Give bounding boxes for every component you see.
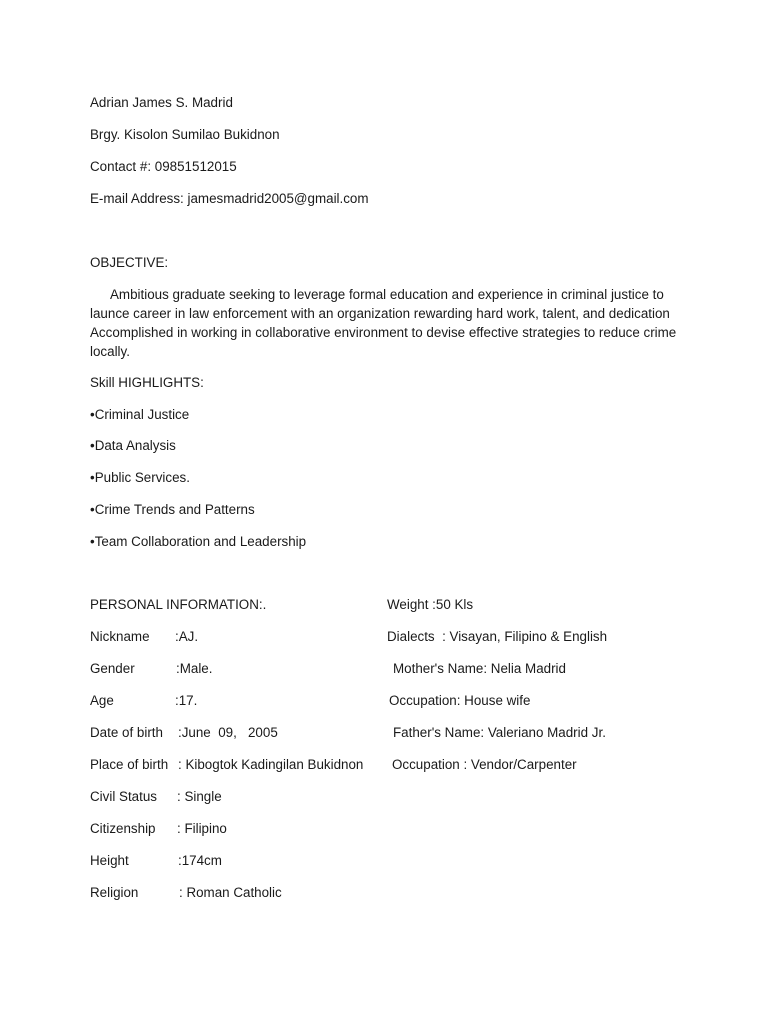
- objective-text: Ambitious graduate seeking to leverage formal education and experience in criminal justice to launce career in law enforcement with an organization rewarding hard work, talent, and dedication Accomplished in working in collaborative environment to devise effective strategies to reduce crime locally.: [90, 287, 677, 359]
- personal-value: :174cm: [178, 853, 222, 868]
- personal-value: : Single: [177, 789, 222, 804]
- personal-label: Religion: [90, 885, 139, 900]
- personal-label: Gender: [90, 661, 135, 676]
- personal-label: Civil Status: [90, 789, 157, 804]
- father-occupation-field: Occupation : Vendor/Carpenter: [392, 757, 577, 772]
- personal-value: :Male.: [176, 661, 213, 676]
- personal-value: :AJ.: [175, 629, 199, 644]
- objective-heading: OBJECTIVE:: [90, 255, 169, 270]
- personal-label: Date of birth: [90, 725, 163, 740]
- personal-value: :17.: [175, 693, 198, 708]
- mother-occupation-field: Occupation: House wife: [389, 693, 531, 708]
- dialects-field: Dialects : Visayan, Filipino & English: [387, 629, 608, 644]
- personal-value: :June 09, 2005: [178, 725, 278, 740]
- personal-info-heading: PERSONAL INFORMATION:.: [90, 597, 267, 612]
- weight-field: Weight :50 Kls: [387, 597, 474, 612]
- applicant-contact: Contact #: 09851512015: [90, 159, 237, 174]
- personal-label: Age: [90, 693, 114, 708]
- skill-item: •Data Analysis: [90, 438, 176, 453]
- skill-item: •Criminal Justice: [90, 407, 190, 422]
- personal-label: Nickname: [90, 629, 150, 644]
- father-name-field: Father's Name: Valeriano Madrid Jr.: [393, 725, 606, 740]
- skill-item: •Team Collaboration and Leadership: [90, 534, 307, 549]
- personal-value: : Roman Catholic: [179, 885, 282, 900]
- applicant-address: Brgy. Kisolon Sumilao Bukidnon: [90, 127, 280, 142]
- personal-label: Citizenship: [90, 821, 156, 836]
- skills-heading: Skill HIGHLIGHTS:: [90, 375, 204, 390]
- personal-label: Place of birth: [90, 757, 169, 772]
- skill-item: •Crime Trends and Patterns: [90, 502, 255, 517]
- skill-item: •Public Services.: [90, 470, 190, 485]
- personal-label: Height: [90, 853, 129, 868]
- personal-value: : Filipino: [177, 821, 227, 836]
- mother-name-field: Mother's Name: Nelia Madrid: [393, 661, 566, 676]
- personal-value: : Kibogtok Kadingilan Bukidnon: [178, 757, 364, 772]
- applicant-name: Adrian James S. Madrid: [90, 95, 233, 110]
- applicant-email: E-mail Address: jamesmadrid2005@gmail.com: [90, 191, 369, 206]
